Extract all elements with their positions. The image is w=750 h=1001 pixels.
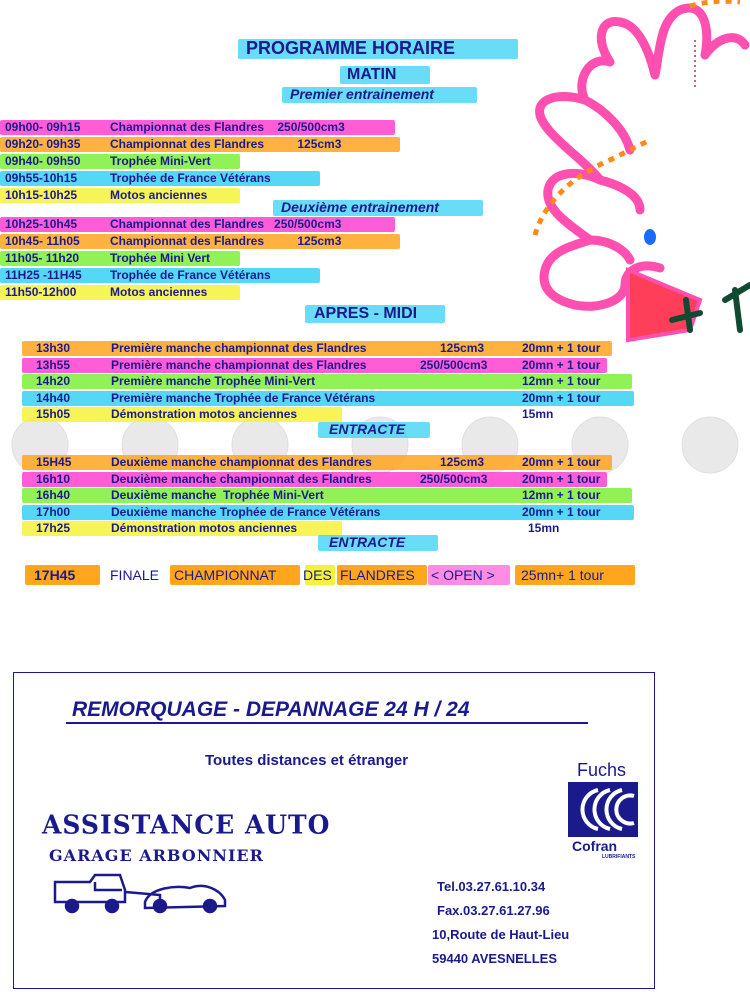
row-time: 15H45 — [36, 455, 72, 469]
row-duration: 12mn + 1 tour — [522, 488, 601, 502]
row-event: Première manche Trophée de France Vétérans — [111, 390, 376, 405]
page-title: PROGRAMME HORAIRE — [246, 38, 456, 58]
row-time: 09h40- 09h50 — [5, 154, 81, 168]
row-duration: 20mn + 1 tour — [522, 504, 601, 519]
row-event: Trophée de France Vétérans — [110, 171, 271, 185]
row-event: Trophée de France Vétérans — [110, 268, 271, 282]
row-time: 17h00 — [36, 504, 71, 519]
row-time: 09h00- 09h15 — [5, 120, 81, 134]
finale-time: 17H45 — [34, 567, 76, 583]
deuxieme-heading: Deuxième entrainement — [281, 199, 439, 215]
entracte1-heading: ENTRACTE — [329, 421, 406, 437]
row-time: 11h05- 11h20 — [5, 251, 80, 265]
row-event: Championnat des Flandres 250/500cm3 — [110, 217, 342, 231]
row-time: 10h15-10h25 — [5, 188, 78, 202]
cofran-logo-text: Cofran — [572, 838, 618, 854]
contact-tel: Tel.03.27.61.10.34 — [437, 879, 546, 894]
row-duration: 20mn + 1 tour — [522, 455, 601, 469]
entracte2-heading: ENTRACTE — [329, 534, 406, 550]
row-event: Championnat des Flandres 125cm3 — [110, 234, 342, 248]
cofran-logo-sub: LUBRIFIANTS — [602, 854, 636, 860]
ad-subtitle: Toutes distances et étranger — [205, 752, 409, 769]
row-event: Première manche Trophée Mini-Vert — [111, 374, 316, 388]
ad-title: REMORQUAGE - DEPANNAGE 24 H / 24 — [72, 698, 470, 721]
contact-city: 59440 AVESNELLES — [432, 951, 557, 966]
row-duration: 20mn + 1 tour — [522, 341, 601, 355]
finale-duration: 25mn+ 1 tour — [521, 567, 604, 583]
row-time: 10h25-10h45 — [5, 217, 78, 231]
row-time: 14h20 — [36, 374, 71, 388]
row-event: Trophée Mini-Vert — [110, 154, 211, 168]
row-category: 125cm3 — [440, 455, 485, 469]
row-time: 14h40 — [36, 390, 71, 405]
row-duration: 20mn + 1 tour — [522, 390, 601, 405]
row-event: Championnat des Flandres 125cm3 — [110, 137, 342, 151]
row-event: Démonstration motos anciennes — [111, 521, 298, 535]
finale-label: FINALE — [110, 567, 160, 583]
row-duration: 12mn + 1 tour — [522, 374, 601, 388]
row-time: 13h30 — [36, 341, 71, 355]
row-time: 15h05 — [36, 407, 71, 421]
apres-midi-heading: APRES - MIDI — [314, 305, 418, 322]
row-event: Deuxième manche Trophée Mini-Vert — [111, 488, 324, 502]
row-duration: 15mn — [528, 521, 560, 535]
row-event: Championnat des Flandres 250/500cm3 — [110, 120, 345, 134]
row-time: 11h50-12h00 — [5, 285, 77, 299]
row-event: Démonstration motos anciennes — [111, 407, 298, 421]
premier-heading: Premier entrainement — [290, 86, 434, 102]
row-event: Deuxième manche Trophée de France Vétérans — [111, 504, 381, 519]
finale-des: DES — [303, 567, 332, 583]
row-category: 250/500cm3 — [420, 357, 488, 372]
row-duration: 15mn — [522, 407, 554, 421]
row-time: 17h25 — [36, 521, 71, 535]
row-duration: 20mn + 1 tour — [522, 471, 601, 486]
row-time: 16h10 — [36, 471, 71, 486]
brand-name: ASSISTANCE AUTO — [42, 809, 331, 840]
row-time: 16h40 — [36, 488, 71, 502]
row-event: Première manche championnat des Flandres — [111, 357, 367, 372]
row-event: Deuxième manche championnat des Flandres — [111, 455, 372, 469]
row-event: Deuxième manche championnat des Flandres — [111, 471, 372, 486]
row-time: 10h45- 11h05 — [5, 234, 80, 248]
fuchs-logo-text: Fuchs — [577, 760, 627, 780]
cofran-logo-icon — [568, 782, 638, 837]
finale-championnat: CHAMPIONNAT — [174, 567, 277, 583]
row-time: 09h55-10h15 — [5, 171, 78, 185]
contact-fax: Fax.03.27.61.27.96 — [437, 903, 550, 918]
finale-open: < OPEN > — [431, 567, 495, 583]
row-time: 13h55 — [36, 357, 71, 372]
contact-address: 10,Route de Haut-Lieu — [432, 927, 570, 942]
row-duration: 20mn + 1 tour — [522, 357, 601, 372]
finale-flandres: FLANDRES — [340, 567, 415, 583]
row-event: Motos anciennes — [110, 188, 208, 202]
row-time: 09h20- 09h35 — [5, 137, 81, 151]
row-time: 11H25 -11H45 — [5, 268, 82, 282]
row-event: Première manche championnat des Flandres — [111, 341, 367, 355]
row-category: 250/500cm3 — [420, 471, 488, 486]
tow-truck-icon — [50, 870, 230, 920]
ad-underline — [66, 722, 588, 724]
row-event: Motos anciennes — [110, 285, 208, 299]
row-category: 125cm3 — [440, 341, 485, 355]
matin-heading: MATIN — [347, 66, 397, 83]
row-event: Trophée Mini Vert — [110, 251, 211, 265]
garage-name: GARAGE ARBONNIER — [49, 846, 264, 865]
